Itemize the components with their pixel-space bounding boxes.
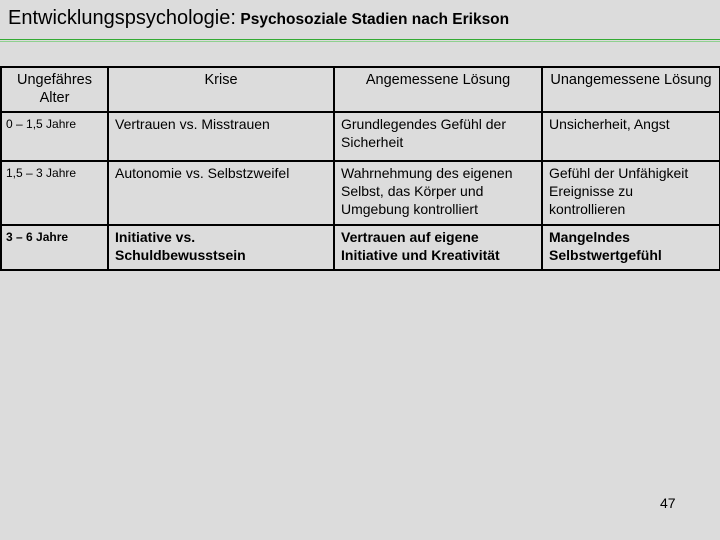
title-divider (0, 39, 720, 40)
title-subtitle: Psychosoziale Stadien nach Erikson (240, 11, 510, 28)
cell-age: 3 – 6 Jahre (1, 225, 108, 270)
table-row (1, 161, 720, 225)
cell-crisis: Vertrauen vs. Misstrauen (108, 112, 334, 161)
column-header-crisis: Krise (108, 67, 334, 112)
table-header-row (1, 67, 720, 112)
table-row (1, 225, 720, 270)
cell-inadequate-solution: Gefühl der Unfähigkeit Ereignisse zu kontrollieren (542, 161, 720, 225)
cell-inadequate-solution: Unsicherheit, Angst (542, 112, 720, 161)
title-divider-light (0, 41, 720, 42)
cell-age: 1,5 – 3 Jahre (1, 161, 108, 225)
cell-adequate-solution: Grundlegendes Gefühl der Sicherheit (334, 112, 542, 161)
cell-adequate-solution: Wahrnehmung des eigenen Selbst, das Körper und Umgebung kontrolliert (334, 161, 542, 225)
erikson-stages-table (0, 66, 720, 271)
cell-adequate-solution: Vertrauen auf eigene Initiative und Kreativität (334, 225, 542, 270)
page-title (8, 7, 509, 30)
page-number: 47 (660, 495, 676, 511)
cell-crisis: Autonomie vs. Selbstzweifel (108, 161, 334, 225)
cell-inadequate-solution: Mangelndes Selbstwertgefühl (542, 225, 720, 270)
column-header-inadequate-solution: Unangemessene Lösung (542, 67, 720, 112)
column-header-adequate-solution: Angemessene Lösung (334, 67, 542, 112)
table-row (1, 112, 720, 161)
title-main: Entwicklungspsychologie: (8, 7, 236, 29)
column-header-age: Ungefähres Alter (1, 67, 108, 112)
cell-crisis: Initiative vs. Schuldbewusstsein (108, 225, 334, 270)
cell-age: 0 – 1,5 Jahre (1, 112, 108, 161)
